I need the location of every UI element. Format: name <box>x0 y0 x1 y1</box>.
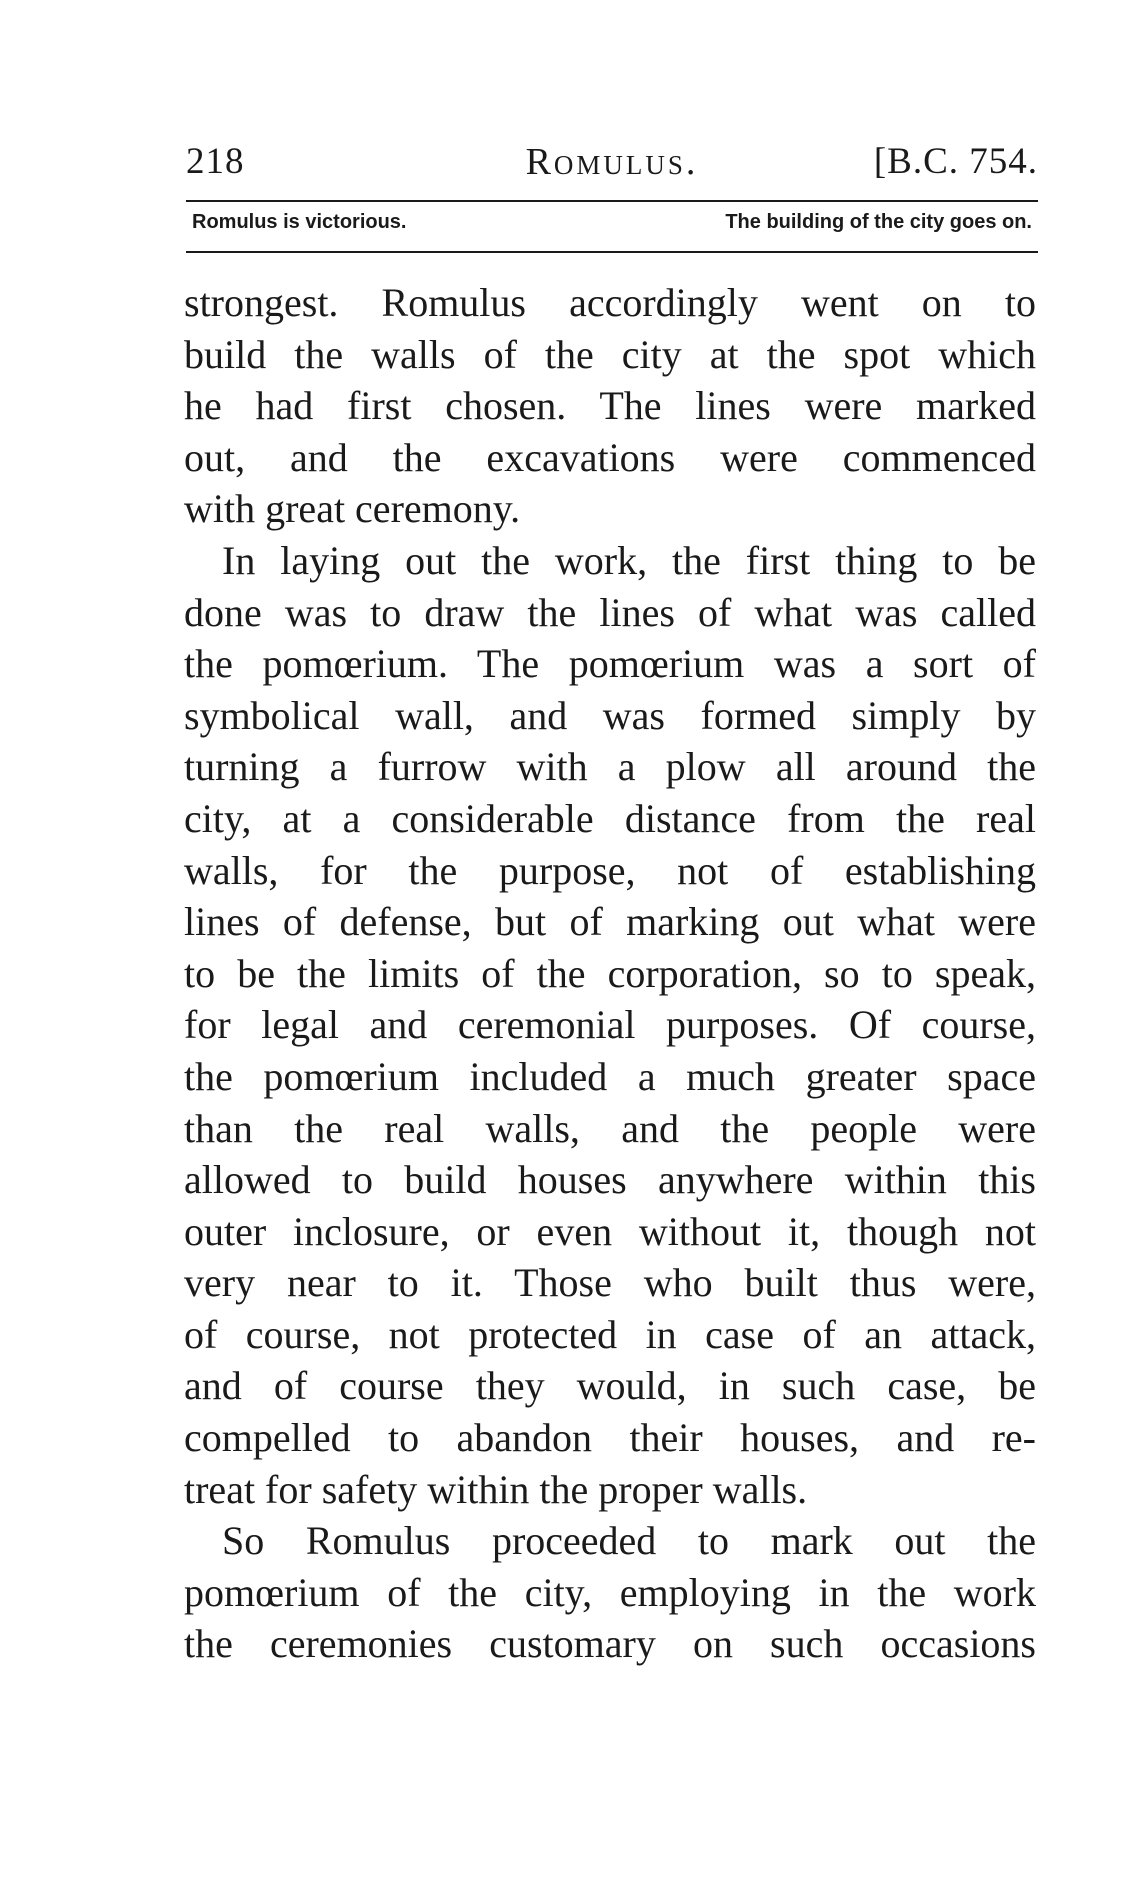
text-line: of course, not protected in case of an attack, <box>184 1311 1036 1357</box>
text-line: done was to draw the lines of what was called <box>184 589 1036 635</box>
header-rule-top <box>186 200 1038 202</box>
text-line: city, at a considerable distance from the real <box>184 795 1036 841</box>
text-line: walls, for the purpose, not of establishing <box>184 847 1036 893</box>
marginal-heading-right: The building of the city goes on. <box>725 211 1032 233</box>
text-line: the ceremonies customary on such occasions <box>184 1621 1036 1667</box>
text-line: turning a furrow with a plow all around the <box>184 744 1036 790</box>
text-line: very near to it. Those who built thus were, <box>184 1260 1036 1306</box>
text-line: treat for safety within the proper walls. <box>184 1466 808 1512</box>
text-line: allowed to build houses anywhere within this <box>184 1157 1036 1203</box>
text-line: outer inclosure, or even without it, though not <box>184 1208 1036 1254</box>
text-line: and of course they would, in such case, be <box>184 1363 1036 1409</box>
text-line: compelled to abandon their houses, and re- <box>184 1415 1036 1461</box>
text-line: out, and the excavations were commenced <box>184 434 1036 480</box>
text-line: In laying out the work, the first thing to be <box>222 537 1036 583</box>
header-rule-bottom <box>186 251 1038 253</box>
text-line: than the real walls, and the people were <box>184 1105 1036 1151</box>
text-line: for legal and ceremonial purposes. Of course, <box>184 1002 1036 1048</box>
page-number: 218 <box>186 141 245 182</box>
text-line: strongest. Romulus accordingly went on to <box>184 280 1036 325</box>
text-line: lines of defense, but of marking out what were <box>184 899 1036 945</box>
text-line: to be the limits of the corporation, so to speak, <box>184 950 1036 996</box>
page-header <box>186 140 1038 190</box>
text-line: symbolical wall, and was formed simply by <box>184 692 1036 738</box>
running-title: Romulus. <box>525 141 699 183</box>
header-date: [B.C. 754. <box>873 141 1038 182</box>
marginal-heading-left: Romulus is victorious. <box>192 211 407 233</box>
text-line: with great ceremony. <box>184 486 521 532</box>
body-text <box>184 277 1036 1670</box>
text-line: the pomœrium included a much greater space <box>184 1053 1036 1099</box>
text-line: So Romulus proceeded to mark out the <box>222 1518 1036 1564</box>
text-line: build the walls of the city at the spot which <box>184 331 1036 377</box>
text-line: pomœrium of the city, employing in the work <box>184 1569 1036 1615</box>
marginal-headings <box>186 211 1038 241</box>
text-line: the pomœrium. The pomœrium was a sort of <box>184 641 1036 687</box>
text-line: he had first chosen. The lines were marked <box>184 383 1036 429</box>
